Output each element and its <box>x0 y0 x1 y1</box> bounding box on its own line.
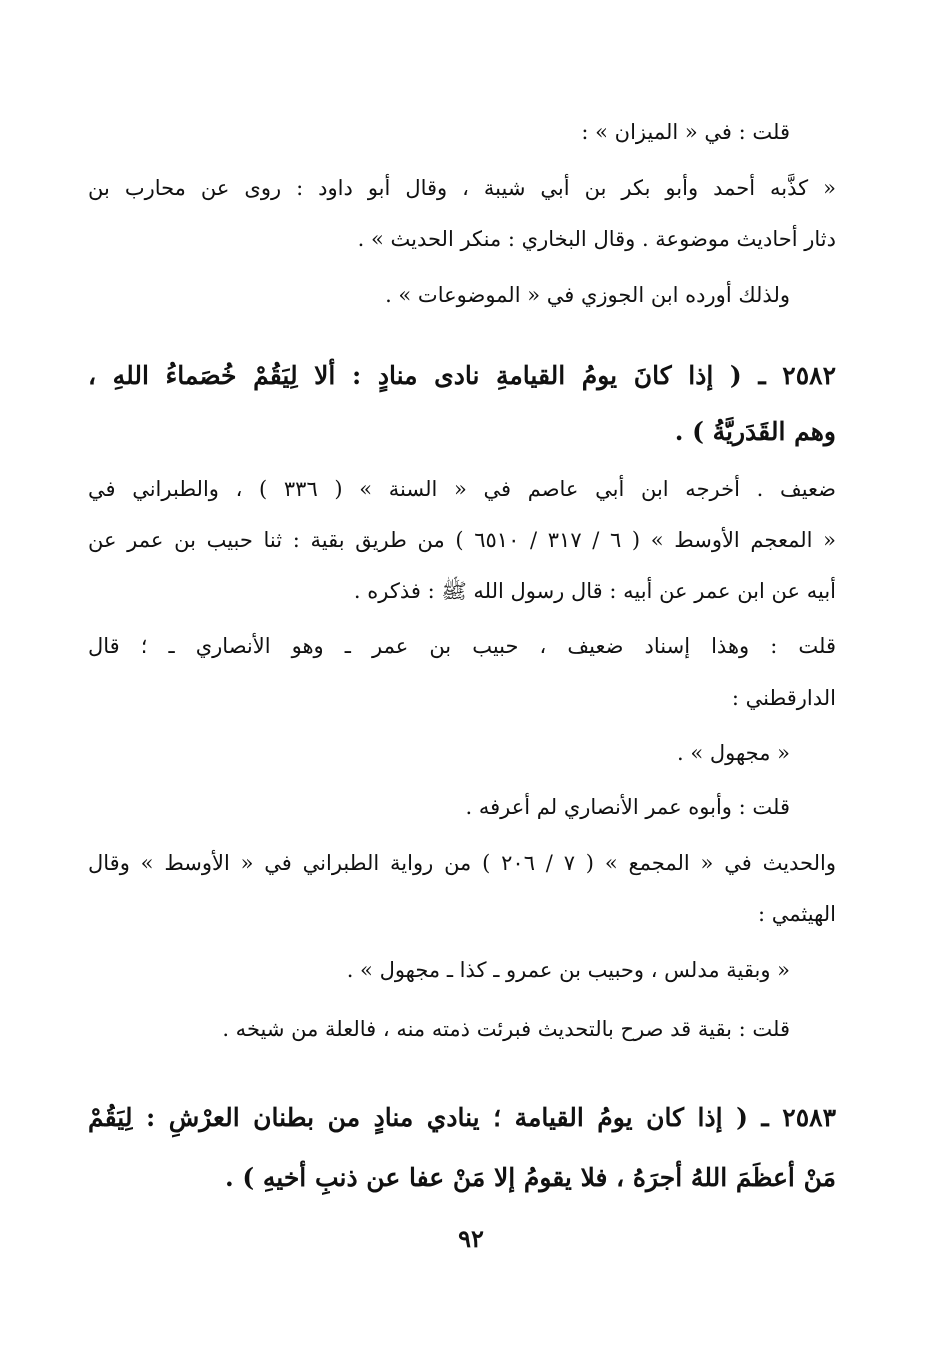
hadith-2583-heading-cont: مَنْ أعظَمَ اللهُ أجرَهُ ، فلا يقومُ إلا مَنْ عفا عن ذنبِ أخيهِ ) . <box>224 1163 836 1192</box>
takhrij-line: « المعجم الأوسط » ( ٦ / ٣١٧ / ٦٥١٠ ) من طريق بقية : ثنا حبيب بن عمر عن <box>88 528 836 552</box>
comment-line: قلت : وهذا إسناد ضعيف ، حبيب بن عمر ـ وهو الأنصاري ـ ؛ قال <box>88 634 836 658</box>
text-line: ولذلك أورده ابن الجوزي في « الموضوعات » . <box>385 283 790 307</box>
quote-line: « مجهول » . <box>677 741 790 765</box>
text-line: قلت : في « الميزان » : <box>581 120 790 144</box>
takhrij-line: ضعيف . أخرجه ابن أبي عاصم في « السنة » ( ٣٣٦ ) ، والطبراني في <box>88 477 836 501</box>
comment-line: الهيثمي : <box>758 902 836 926</box>
quote-line: « كذَّبه أحمد وأبو بكر بن أبي شيبة ، وقال أبو داود : روى عن محارب بن <box>88 176 836 200</box>
quote-line: دثار أحاديث موضوعة . وقال البخاري : منكر الحديث » . <box>357 227 836 251</box>
page-number: ٩٢ <box>458 1224 484 1253</box>
takhrij-line: أبيه عن ابن عمر عن أبيه : قال رسول الله ﷺ : فذكره . <box>353 579 836 603</box>
hadith-2582-heading: ٢٥٨٢ ـ ( إذا كانَ يومُ القيامةِ نادى منادٍ : ألا لِيَقُمْ خُصَماءُ اللهِ ، <box>88 361 836 390</box>
comment-line: والحديث في « المجمع » ( ٧ / ٢٠٦ ) من رواية الطبراني في « الأوسط » وقال <box>88 851 836 875</box>
comment-line: قلت : وأبوه عمر الأنصاري لم أعرفه . <box>465 795 790 819</box>
comment-line: قلت : بقية قد صرح بالتحديث فبرئت ذمته منه ، فالعلة من شيخه . <box>222 1017 790 1041</box>
hadith-2583-heading: ٢٥٨٣ ـ ( إذا كان يومُ القيامة ؛ ينادي منادٍ من بطنان العرْشِ : لِيَقُمْ <box>88 1103 836 1132</box>
quote-line: « وبقية مدلس ، وحبيب بن عمرو ـ كذا ـ مجهول » . <box>346 958 790 982</box>
comment-line: الدارقطني : <box>731 686 836 710</box>
page-body <box>88 0 836 1358</box>
hadith-2582-heading-cont: وهم القَدَريَّةُ ) . <box>674 417 836 446</box>
